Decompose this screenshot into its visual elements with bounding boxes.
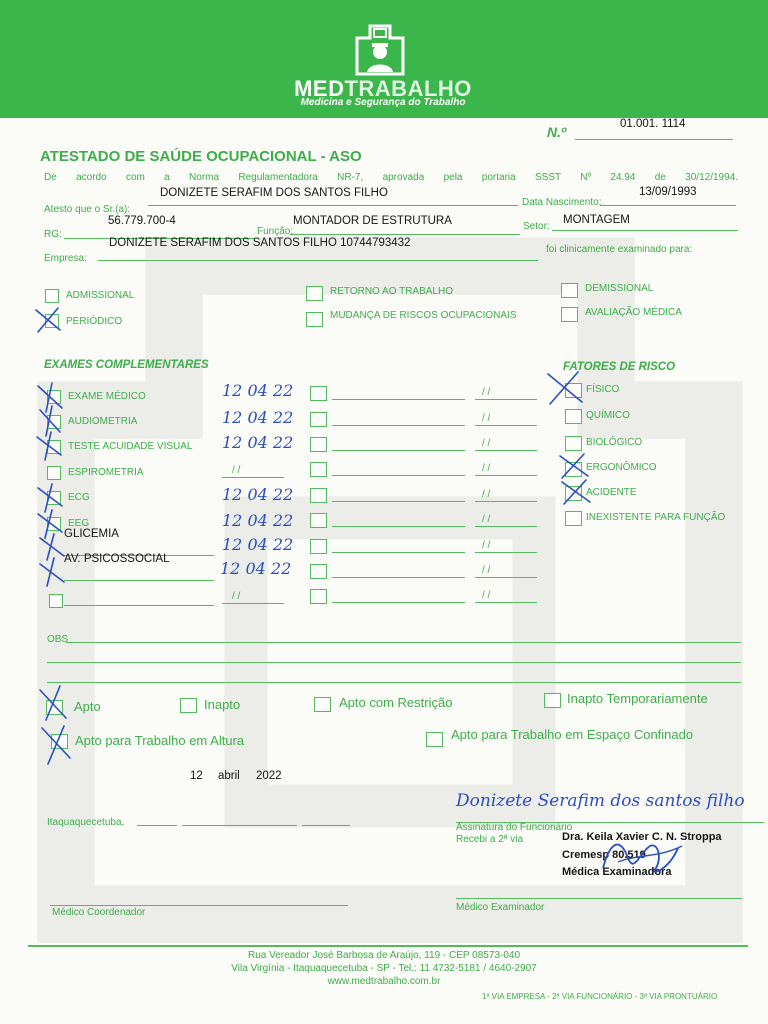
checkbox-blank-3[interactable] <box>310 437 327 452</box>
date-eeg: 12 04 22 <box>222 511 294 530</box>
date-exam-medico: 12 04 22 <box>222 381 294 400</box>
label-acuidade: TESTE ACUIDADE VISUAL <box>68 441 193 452</box>
checkbox-blank-4[interactable] <box>310 462 327 477</box>
obs-line-2 <box>47 662 741 663</box>
blank-date-9: / / <box>482 590 491 601</box>
medico-coord-label: Médico Coordenador <box>52 907 146 918</box>
label-espirometria: ESPIROMETRIA <box>68 467 144 478</box>
atesto-label: Atesto que o Sr.(a): <box>44 204 131 215</box>
funcao-value: MONTADOR DE ESTRUTURA <box>293 215 452 227</box>
blank-date-4: / / <box>482 463 491 474</box>
empresa-value: DONIZETE SERAFIM DOS SANTOS FILHO 10744793432 <box>109 237 411 249</box>
blank-date-line-1 <box>475 399 537 400</box>
blank-date-line-2 <box>475 425 537 426</box>
blank-line-2 <box>332 425 465 426</box>
blank-date-3: / / <box>482 438 491 449</box>
date-line-month <box>182 825 297 826</box>
blank-line-3 <box>332 450 465 451</box>
label-acidente: ACIDENTE <box>586 487 637 498</box>
checkbox-blank-8[interactable] <box>310 564 327 579</box>
checkbox-biologico[interactable] <box>565 436 582 451</box>
checkbox-avaliacao[interactable] <box>561 307 578 322</box>
funcao-line <box>290 234 520 235</box>
checkbox-audiometria[interactable] <box>47 415 61 429</box>
checkbox-fisico[interactable] <box>565 383 582 398</box>
checkbox-ergonomico[interactable] <box>565 462 582 477</box>
checkbox-blank-7[interactable] <box>310 539 327 554</box>
date-line-year <box>302 825 350 826</box>
label-avaliacao: AVALIAÇÃO MÉDICA <box>585 307 682 318</box>
blank-line-9 <box>332 602 465 603</box>
checkbox-blank-9[interactable] <box>310 589 327 604</box>
risk-title: FATORES DE RISCO <box>563 361 676 373</box>
form-number-value: 01.001. 1114 <box>620 118 686 130</box>
label-apto-confinado: Apto para Trabalho em Espaço Confinado <box>451 727 694 742</box>
blank-date-8: / / <box>482 565 491 576</box>
date-year: 2022 <box>256 770 282 782</box>
checkbox-eeg[interactable] <box>47 517 61 531</box>
date-extra-blank: / / <box>232 591 241 602</box>
blank-date-line-8 <box>475 577 537 578</box>
checkbox-apto-altura[interactable] <box>51 734 68 749</box>
setor-line <box>552 230 738 231</box>
checkbox-retorno[interactable] <box>306 286 323 301</box>
footer-website[interactable]: www.medtrabalho.com.br <box>327 976 441 987</box>
blank-date-1: / / <box>482 387 491 398</box>
label-quimico: QUÍMICO <box>586 410 630 421</box>
intro-text: De acordo com a Norma Regulamentadora NR-7, aprovada pela portaria SSST Nº 24.94 de 30/12/1994. <box>44 172 738 183</box>
checkbox-espirometria[interactable] <box>47 466 61 480</box>
assinatura-label: Assinatura do Funcionário <box>456 822 573 833</box>
line-extra <box>64 605 214 606</box>
checkbox-blank-1[interactable] <box>310 386 327 401</box>
blank-date-line-5 <box>475 501 537 502</box>
checkbox-inapto-temp[interactable] <box>544 693 561 708</box>
blank-line-5 <box>332 501 465 502</box>
footer-copies: 1ª VIA EMPRESA - 2ª VIA FUNCIONÁRIO - 3ª VIA PRONTUÁRIO <box>482 992 718 1001</box>
empresa-line <box>98 260 538 261</box>
line-psicossocial <box>64 580 214 581</box>
date-audiometria: 12 04 22 <box>222 408 294 427</box>
label-inexistente: INEXISTENTE PARA FUNÇÃO <box>586 512 726 523</box>
form-number-line <box>575 139 733 140</box>
date-acuidade: 12 04 22 <box>222 433 294 452</box>
label-periodico: PERIÓDICO <box>66 316 123 327</box>
checkbox-blank-2[interactable] <box>310 412 327 427</box>
checkbox-exam-medico[interactable] <box>47 390 61 404</box>
label-inapto: Inapto <box>204 697 241 712</box>
checkbox-apto-restricao[interactable] <box>314 697 331 712</box>
checkbox-apto[interactable] <box>46 700 63 715</box>
blank-date-line-6 <box>475 526 537 527</box>
birth-label: Data Nascimento: <box>522 197 602 208</box>
label-inapto-temp: Inapto Temporariamente <box>567 691 708 706</box>
label-audiometria: AUDIOMETRIA <box>68 416 138 427</box>
checkbox-mudanca[interactable] <box>306 312 323 327</box>
checkbox-apto-confinado[interactable] <box>426 732 443 747</box>
footer-city: Vila Virgínia - Itaquaquecetuba - SP - Tel.: 11 4732-5181 / 4640-2907 <box>231 963 537 974</box>
label-apto-restricao: Apto com Restrição <box>339 695 453 710</box>
date-espirometria-blank: / / <box>232 465 241 476</box>
doctor-role: Médica Examinadora <box>562 866 672 878</box>
checkbox-quimico[interactable] <box>565 409 582 424</box>
footer-divider <box>28 945 748 947</box>
blank-date-line-9 <box>475 602 537 603</box>
form-number-label: N.º <box>547 124 567 140</box>
birth-date: 13/09/1993 <box>639 186 697 198</box>
date-glicemia: 12 04 22 <box>222 535 294 554</box>
employee-name: DONIZETE SERAFIM DOS SANTOS FILHO <box>160 187 388 199</box>
label-eeg: EEG <box>68 518 90 529</box>
blank-line-7 <box>332 552 465 553</box>
checkbox-inexistente[interactable] <box>565 511 582 526</box>
obs-line-1 <box>66 642 741 643</box>
blank-line-8 <box>332 577 465 578</box>
doctor-crm: Cremesp 80.519 <box>562 849 646 861</box>
medtrabalho-logo-icon <box>355 24 405 76</box>
label-ecg: ECG <box>68 492 90 503</box>
setor-label: Setor: <box>523 221 550 232</box>
label-demissional: DEMISSIONAL <box>585 283 654 294</box>
label-biologico: BIOLÓGICO <box>586 437 643 448</box>
setor-value: MONTAGEM <box>563 214 630 226</box>
brand-subtitle: Medicina e Segurança do Trabalho <box>300 97 466 108</box>
rg-value: 56.779.700-4 <box>108 215 176 227</box>
rg-label: RG: <box>44 229 62 240</box>
date-month: abril <box>218 770 240 782</box>
blank-line-4 <box>332 475 465 476</box>
label-ergonomico: ERGONÔMICO <box>586 462 657 473</box>
label-retorno: RETORNO AO TRABALHO <box>330 286 453 297</box>
date-line-extra <box>222 603 284 604</box>
checkbox-extra[interactable] <box>49 594 63 608</box>
birth-line <box>600 205 736 206</box>
date-ecg: 12 04 22 <box>222 485 294 504</box>
checkbox-blank-5[interactable] <box>310 488 327 503</box>
date-day: 12 <box>190 770 203 782</box>
empresa-label: Empresa: <box>44 253 87 264</box>
checkbox-admissional[interactable] <box>45 289 59 303</box>
blank-date-7: / / <box>482 540 491 551</box>
blank-date-6: / / <box>482 514 491 525</box>
date-line-espirometria <box>222 477 284 478</box>
label-apto: Apto <box>74 699 101 714</box>
obs-line-3 <box>47 682 741 683</box>
examined-text: foi clinicamente examinado para: <box>546 244 693 255</box>
label-psicossocial: AV. PSICOSSOCIAL <box>64 553 170 565</box>
label-mudanca: MUDANÇA DE RISCOS OCUPACIONAIS <box>330 310 517 321</box>
city-label: Itaquaquecetuba, <box>47 817 125 828</box>
form-title: ATESTADO DE SAÚDE OCUPACIONAL - ASO <box>40 148 362 165</box>
name-line <box>148 205 518 206</box>
checkbox-demissional[interactable] <box>561 283 578 298</box>
exam-signature-line <box>456 898 742 899</box>
brand-name: MEDTRABALHO <box>294 76 472 101</box>
label-glicemia: GLICEMIA <box>64 528 119 540</box>
blank-date-5: / / <box>482 489 491 500</box>
blank-date-2: / / <box>482 413 491 424</box>
blank-date-line-7 <box>475 552 537 553</box>
complementary-title: EXAMES COMPLEMENTARES <box>44 359 209 371</box>
obs-label: OBS <box>47 634 69 645</box>
coord-signature-line <box>50 905 348 906</box>
checkbox-ecg[interactable] <box>47 491 61 505</box>
label-apto-altura: Apto para Trabalho em Altura <box>75 733 245 748</box>
footer-address: Rua Vereador José Barbosa de Araújo, 119 - CEP 08573-040 <box>247 950 521 961</box>
employee-signature: Donizete Serafim dos santos filho <box>456 791 745 811</box>
blank-date-line-3 <box>475 450 537 451</box>
recebi-label: Recebi a 2ª via <box>456 834 524 845</box>
doctor-signature-scribble <box>598 828 688 880</box>
medico-exam-label: Médico Examinador <box>456 902 545 913</box>
label-exam-medico: EXAME MÉDICO <box>68 391 146 402</box>
checkbox-acuidade[interactable] <box>47 440 61 454</box>
label-fisico: FÍSICO <box>586 384 620 395</box>
label-admissional: ADMISSIONAL <box>66 290 135 301</box>
blank-line-6 <box>332 526 465 527</box>
date-line-day <box>137 825 177 826</box>
checkbox-periodico[interactable] <box>45 314 59 328</box>
checkbox-blank-6[interactable] <box>310 513 327 528</box>
doctor-name: Dra. Keila Xavier C. N. Stroppa <box>562 831 722 843</box>
blank-line-1 <box>332 399 465 400</box>
checkbox-acidente[interactable] <box>565 486 582 501</box>
blank-date-line-4 <box>475 475 537 476</box>
checkbox-inapto[interactable] <box>180 698 197 713</box>
funcao-label: Função: <box>257 226 294 237</box>
date-psicossocial: 12 04 22 <box>220 559 292 578</box>
